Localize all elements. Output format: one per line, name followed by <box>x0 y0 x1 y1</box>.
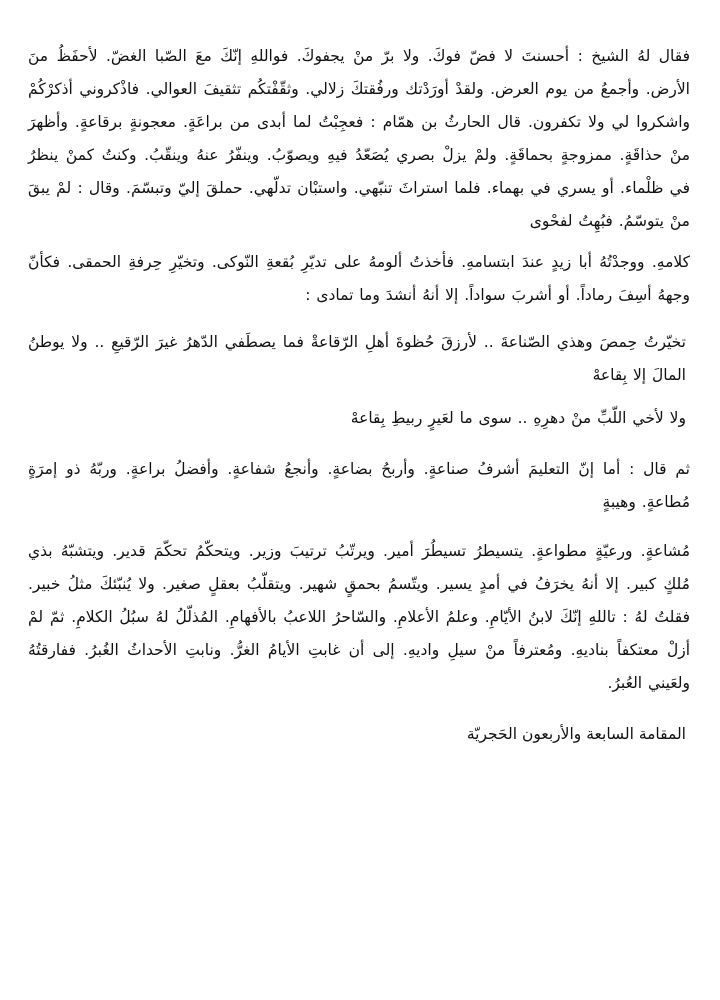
paragraph-2: كلامهِ. ووجدْتُهُ أبا زيدٍ عندَ ابتسامهِ. فأخذتُ ألومهُ على تديّرِ بُقعةِ النّوكى. وتخيّرِ حِرفةِ الحمقى. فكأنّ وجههُ أسِفَ رماداً. أو أشربَ سواداً. إلا أنهُ أنشدَ وما تمادى : <box>28 253 690 304</box>
maqama-title: المقامة السابعة والأربعون الحَجريّة <box>466 725 686 743</box>
paragraph-1: فقال لهُ الشيخ : أحسنتَ لا فضّ فوكَ. ولا برّ منْ يجفوكَ. فواللهِ إنّكَ معَ الصّبا الغضّ. لأحفَظُ منَ الأرض. وأجمعُ من يوم العرض. ولقدْ أورَدْتك ورفُقتكَ زلالي. وثقّفْتكُم تثقيفَ العوالي. فاذْكروني أذكرْكُمْ واشكروا لي ولا تكفرون. قال الحارثُ بن همّام : فعجِبْتُ لما أبدى من براعَةٍ. معجونةٍ برقاعةٍ. وأظهرَ منْ حذاقَةٍ. ممزوجةٍ بحماقَةٍ. ولمْ يزلْ بصري يُصَعّدُ فيهِ ويصوّبُ. وينفّرُ عنهُ وينقّبُ. وكنتُ كمنْ ينظرُ في ظلْماء. أو يسري في بهماء. فلما استراثَ تنبّهي. واستبْان تدلّهي. حملقَ إليّ وتبسّمَ. وقال : لمْ يبقَ منْ يتوسّمُ. فبُهِتُ لفحْوى <box>28 47 690 230</box>
verse-1: تخيّرتُ حِمصَ وهذي الصّناعةَ .. لأرزقَ حُظوةَ أهلِ الرّقاعةْ فما يصطَفي الدّهرُ غيرَ الرّقيعِ .. ولا يوطنُ المالَ إلا بِقاعهْ <box>28 333 686 384</box>
paragraph-4: مُشاعةٍ. ورعيّةٍ مطواعةٍ. يتسيطرُ تسيطُرَ أمير. ويرتّبُ ترتيبَ وزير. ويتحكّمُ تحكّمَ قدير. ويتشبّهُ بذي مُلكٍ كبير. إلا أنهُ يخرَفُ في أمدٍ يسير. ويتّسمُ بحمقٍ شهير. ويتقلّبُ بعقلٍ صغير. ولا يُنبّئكَ مثلُ خبير. فقلتُ لهُ : تاللهِ إنّكَ لابنُ الأيّامِ. وعلمُ الأعلامِ. والسّاحرُ اللاعبُ بالأفهامِ. المُذلّلُ لهُ سبُلُ الكلامِ. ثمّ لمْ أزلْ معتكفاً بناديهِ. ومُعترفاً منْ سيلِ واديهِ. إلى أن غابتِ الأيامُ الغرُّ. ونابتِ الأحداثُ الغُبرُ. ففارقتُهُ ولعَيني العُبرُ. <box>28 542 690 692</box>
paragraph-3: ثم قال : أما إنّ التعليمَ أشرفُ صناعةٍ. وأربحُ بضاعةٍ. وأنجعُ شفاعةٍ. وأفضلُ براعةٍ. وربّهُ ذو إمرَةٍ مُطاعةٍ. وهيبةٍ <box>28 460 690 511</box>
verse-2: ولا لأخي اللّبِّ منْ دهرِهِ .. سوى ما لعَيرٍ ربيطِ بِقاعهْ <box>350 409 686 427</box>
